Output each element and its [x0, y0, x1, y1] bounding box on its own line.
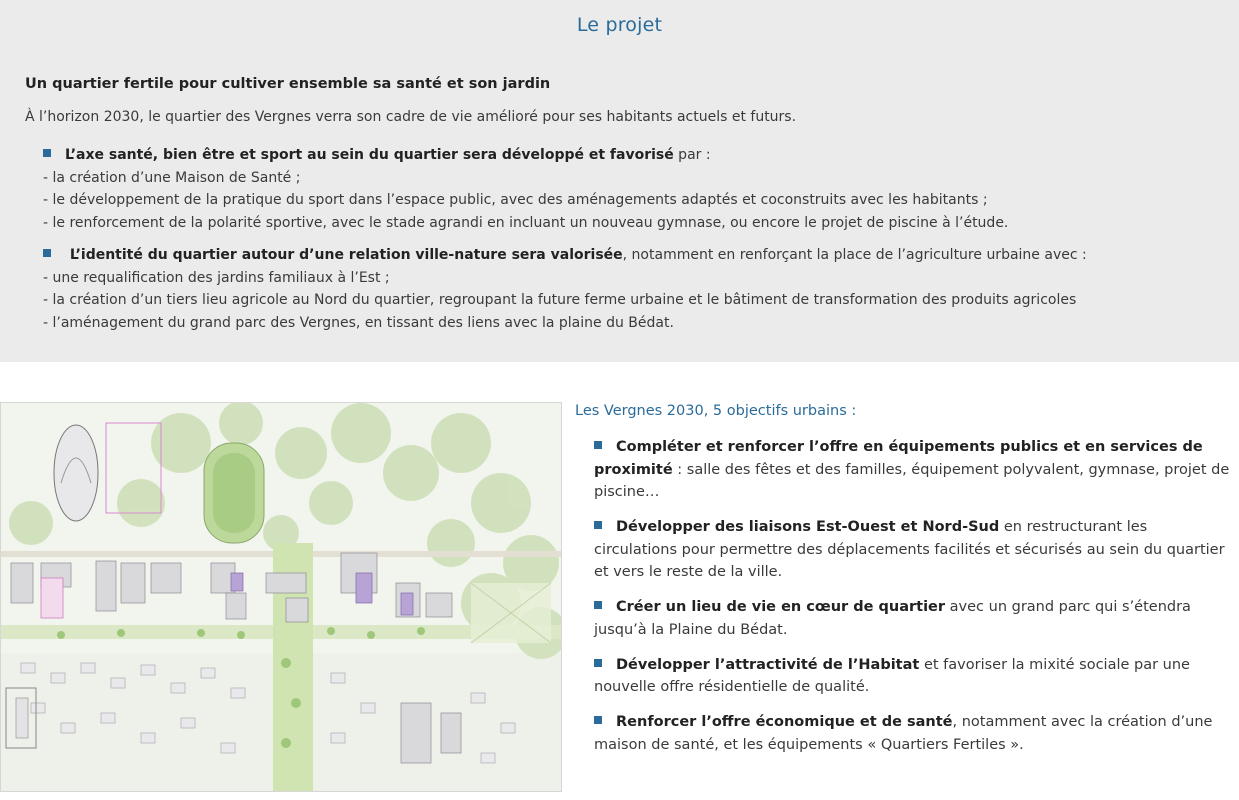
list-item	[594, 516, 1234, 584]
list-item	[594, 436, 1234, 504]
objectives-list	[594, 436, 1234, 769]
square-bullet-icon	[594, 659, 602, 667]
objective-rest: en restructurant les circulations pour permettre des déplacements facilités et sécurisés au sein du quartier et vers le reste de la ville.	[594, 519, 1225, 580]
nature-identity-heading	[43, 244, 1087, 267]
objective-rest: , notamment avec la création d’une maison de santé, et les équipements « Quartiers Fertiles ».	[594, 714, 1213, 753]
square-bullet-icon	[43, 249, 51, 257]
intro-paragraph: À l’horizon 2030, le quartier des Vergnes verra son cadre de vie amélioré pour ses habitants actuels et futurs.	[25, 109, 797, 125]
list-item: - le développement de la pratique du sport dans l’espace public, avec des aménagements adaptés et coconstruits avec les habitants ;	[43, 192, 988, 208]
urban-plan-image[interactable]	[0, 402, 562, 792]
list-item: - la création d’une Maison de Santé ;	[43, 169, 301, 186]
objective-rest: : salle des fêtes et des familles, équipement polyvalent, gymnase, projet de piscine…	[594, 461, 1230, 500]
list-item: - l’aménagement du grand parc des Vergnes, en tissant des liens avec la plaine du Bédat.	[43, 314, 674, 331]
list-item	[594, 596, 1234, 641]
objective-rest: avec un grand parc qui s’étendra jusqu’à la Plaine du Bédat.	[594, 599, 1191, 638]
list-item	[594, 654, 1234, 699]
square-bullet-icon	[594, 716, 602, 724]
square-bullet-icon	[43, 149, 51, 157]
health-axis-rest: par :	[673, 147, 711, 163]
objective-rest: et favoriser la mixité sociale par une nouvelle offre résidentielle de qualité.	[594, 656, 1190, 695]
square-bullet-icon	[594, 601, 602, 609]
list-item: - une requalification des jardins familiaux à l’Est ;	[43, 269, 390, 286]
nature-identity-rest: , notamment en renforçant la place de l’agriculture urbaine avec :	[622, 247, 1087, 263]
list-item: - le renforcement de la polarité sportive, avec le stade agrandi en incluant un nouveau gymnase, ou encore le projet de piscine à l’étude.	[43, 214, 1009, 231]
objective-bold: Développer l’attractivité de l’Habitat	[616, 656, 920, 673]
section-title: Le projet	[576, 14, 663, 36]
health-axis-heading	[43, 144, 1008, 167]
square-bullet-icon	[594, 441, 602, 449]
health-axis-block	[43, 144, 1008, 234]
objectives-title: Les Vergnes 2030, 5 objectifs urbains :	[575, 403, 857, 419]
objective-bold: Compléter et renforcer l’offre en équipements publics et en services de proximité	[594, 439, 1203, 478]
objective-bold: Créer un lieu de vie en cœur de quartier	[616, 599, 946, 615]
list-item: - la création d’un tiers lieu agricole au Nord du quartier, regroupant la future ferme urbaine et le bâtiment de transformation des produits agricoles	[43, 292, 1077, 308]
nature-identity-bold: L’identité du quartier autour d’une relation ville-nature sera valorisée	[65, 247, 623, 263]
urban-plan-drawing	[1, 403, 561, 791]
projet-section	[0, 0, 1239, 362]
square-bullet-icon	[594, 521, 602, 529]
objective-bold: Renforcer l’offre économique et de santé	[616, 714, 953, 730]
intro-heading: Un quartier fertile pour cultiver ensemble sa santé et son jardin	[25, 76, 551, 92]
health-axis-bold: L’axe santé, bien être et sport au sein du quartier sera développé et favorisé	[65, 147, 674, 163]
objective-bold: Développer des liaisons Est-Ouest et Nord-Sud	[616, 519, 1000, 535]
nature-identity-block	[43, 244, 1087, 334]
list-item	[594, 711, 1234, 756]
